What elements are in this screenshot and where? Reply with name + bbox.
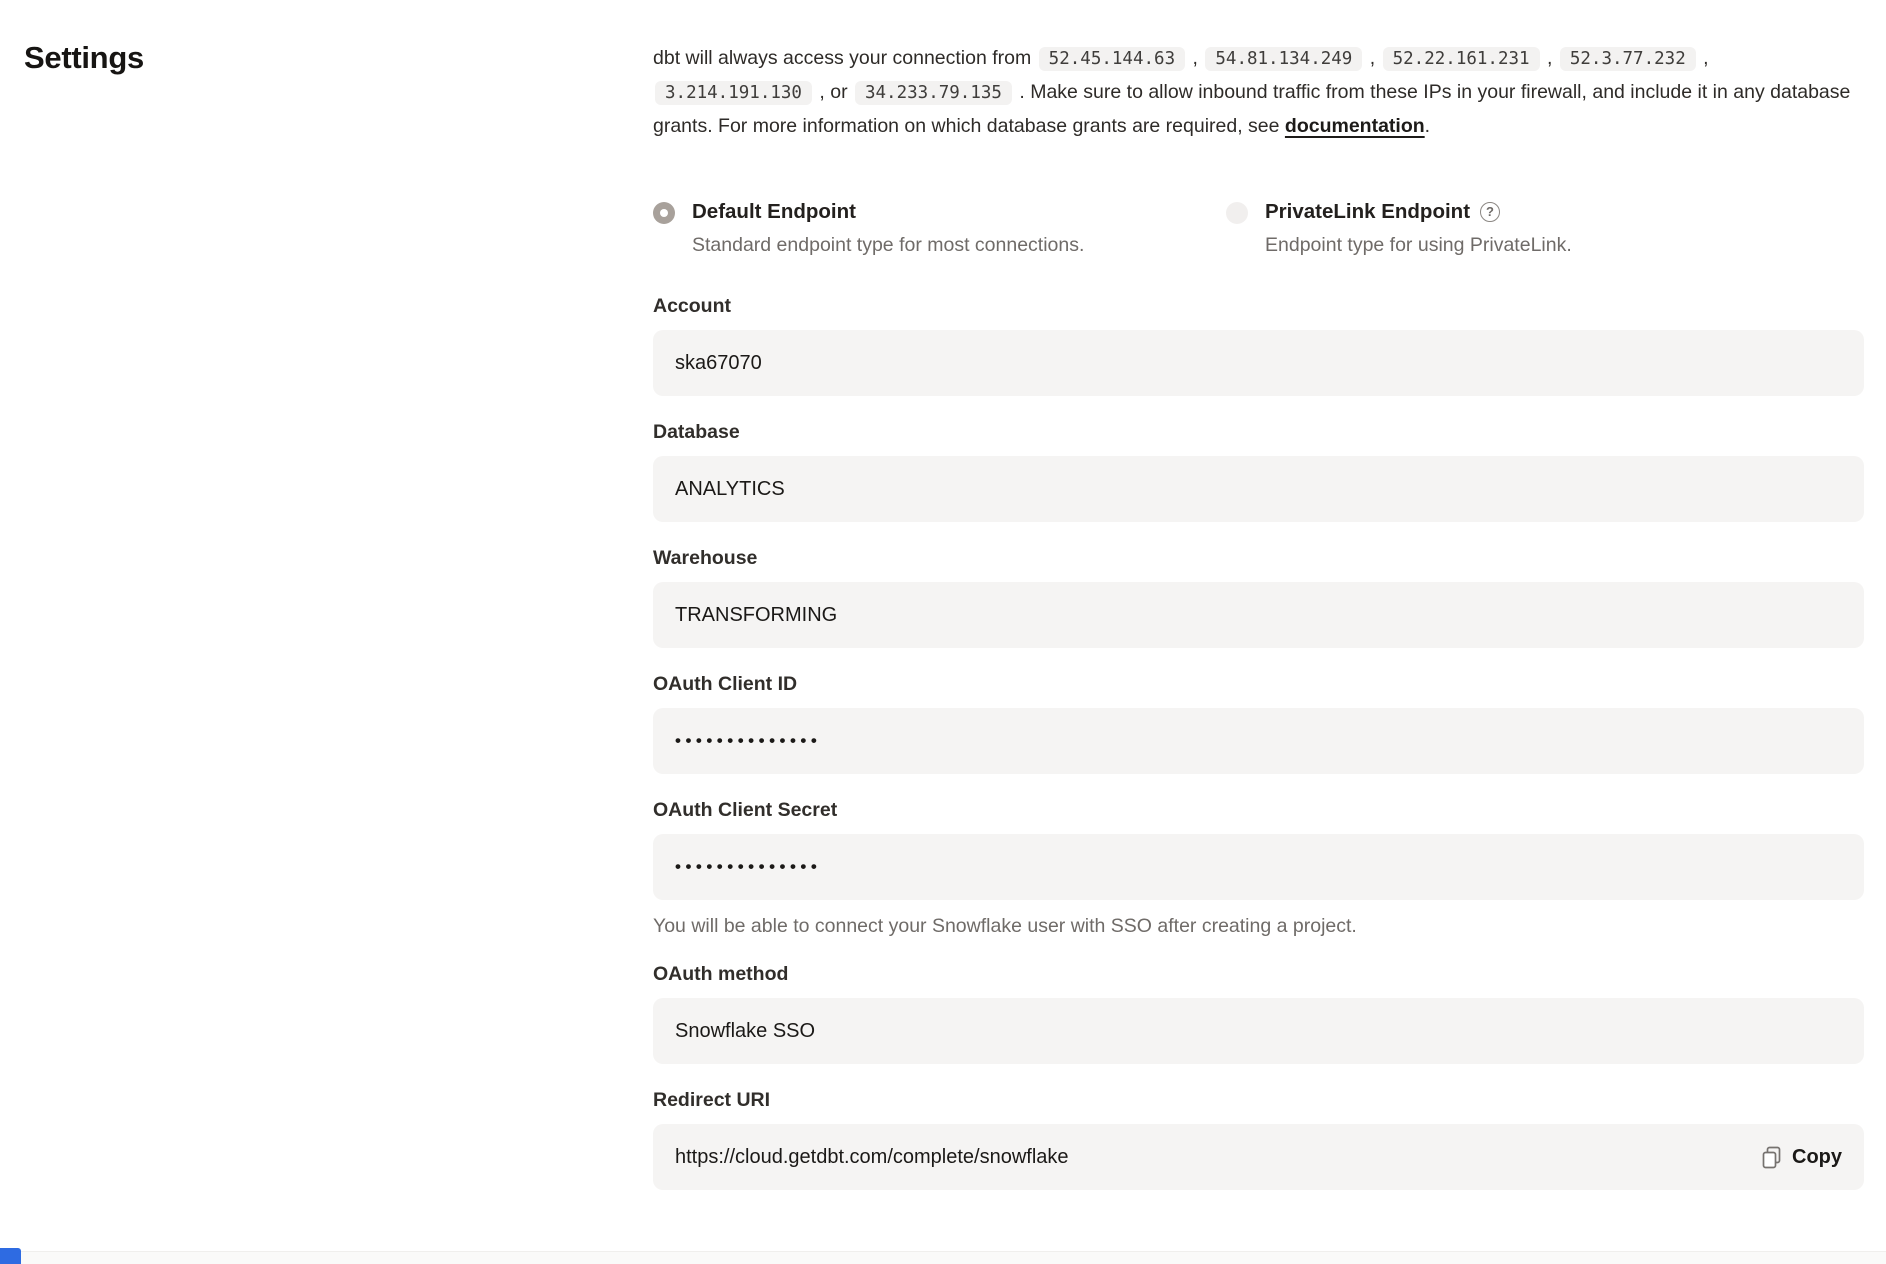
oauth-method-field-group [653,962,1864,1064]
endpoint-option-title: Default Endpoint [692,200,856,223]
oauth-method-label: OAuth method [653,963,789,985]
intro-text: . Make sure to allow inbound traffic from these IPs in your firewall, and include it in any database grants. For more information on which database grants are required, see [653,81,1851,137]
radio-button-selected-icon[interactable] [653,202,675,224]
warehouse-label: Warehouse [653,547,758,569]
intro-text: dbt will always access your connection from [653,47,1037,69]
blue-corner-accent [0,1248,21,1264]
copy-button-label: Copy [1792,1145,1842,1168]
ip-address-chip: 52.22.161.231 [1383,47,1540,71]
endpoint-option-default[interactable] [653,199,1226,258]
redirect-uri-field-group [653,1088,1864,1190]
intro-text: , [1541,47,1558,69]
endpoint-option-title: PrivateLink Endpoint [1265,200,1471,223]
help-circle-icon[interactable]: ? [1480,202,1500,222]
intro-text: . [1424,115,1431,137]
intro-paragraph [653,42,1864,143]
oauth-method-input[interactable]: Snowflake SSO [653,998,1864,1064]
sso-helper-text: You will be able to connect your Snowflake user with SSO after creating a project. [653,915,1357,937]
intro-text: , [1697,47,1709,69]
ip-address-chip: 52.45.144.63 [1039,47,1185,71]
redirect-uri-label: Redirect URI [653,1089,771,1111]
footer-divider [0,1251,1886,1264]
database-label: Database [653,421,740,443]
copy-button[interactable] [1762,1146,1842,1169]
endpoint-option-description: Standard endpoint type for most connections. [692,234,1085,256]
endpoint-option-privatelink[interactable] [1226,199,1799,258]
database-input[interactable]: ANALYTICS [653,456,1864,522]
ip-address-chip: 34.233.79.135 [855,81,1012,105]
radio-button-unselected-icon[interactable] [1226,202,1248,224]
ip-address-chip: 3.214.191.130 [655,81,812,105]
oauth-client-secret-label: OAuth Client Secret [653,799,838,821]
endpoint-type-radio-group [653,199,1864,258]
intro-text: , [1187,47,1204,69]
oauth-client-secret-input[interactable]: •••••••••••••• [653,834,1864,900]
ip-address-chip: 52.3.77.232 [1560,47,1696,71]
settings-content [653,42,1864,1190]
oauth-client-id-field-group [653,672,1864,774]
warehouse-input[interactable]: TRANSFORMING [653,582,1864,648]
documentation-link[interactable]: documentation [1284,115,1425,137]
redirect-uri-input [653,1124,1864,1190]
oauth-client-id-input[interactable]: •••••••••••••• [653,708,1864,774]
copy-icon [1762,1146,1781,1169]
oauth-client-secret-field-group [653,798,1864,938]
page-title: Settings [24,40,144,75]
account-label: Account [653,295,731,317]
connection-form [653,294,1864,1190]
oauth-client-id-label: OAuth Client ID [653,673,798,695]
redirect-uri-value: https://cloud.getdbt.com/complete/snowflake [675,1145,1069,1168]
account-field-group [653,294,1864,396]
database-field-group [653,420,1864,522]
ip-address-chip: 54.81.134.249 [1205,47,1362,71]
intro-text: , [1364,47,1381,69]
warehouse-field-group [653,546,1864,648]
endpoint-option-description: Endpoint type for using PrivateLink. [1265,234,1572,256]
account-input[interactable]: ska67070 [653,330,1864,396]
intro-text: , or [813,81,853,103]
